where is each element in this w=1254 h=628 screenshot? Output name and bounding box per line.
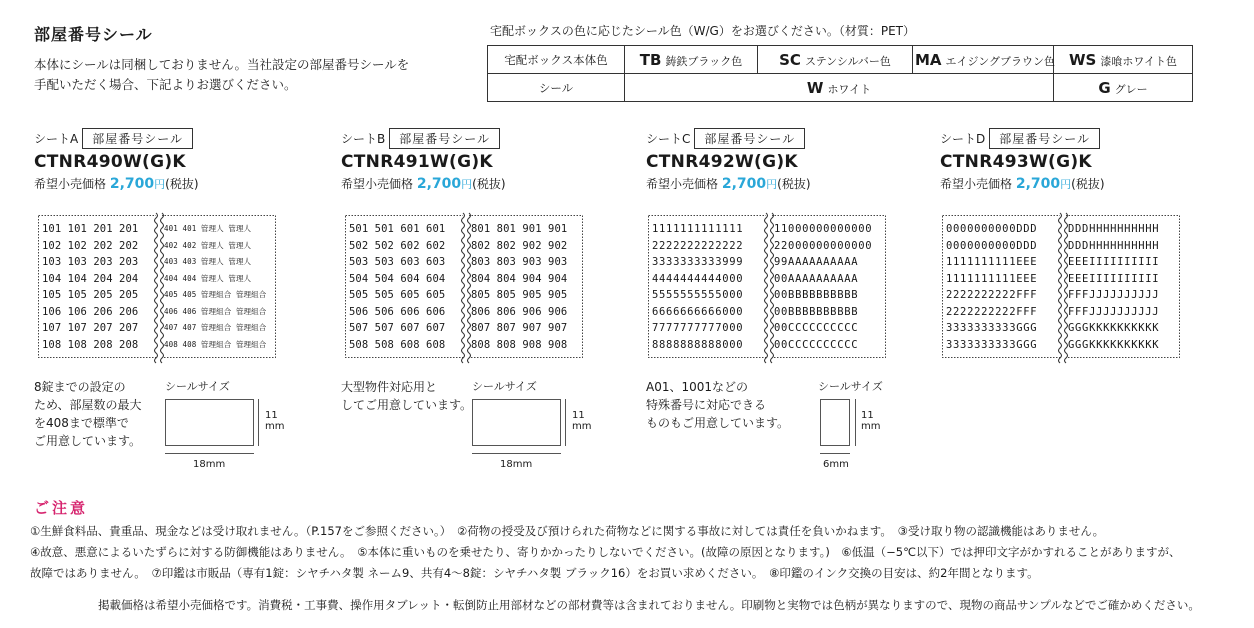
- seal-row: EEEIIIIIIIIII: [1068, 272, 1160, 285]
- seal-row: 805 805 905 905: [471, 289, 568, 301]
- seal-row: 806 806 906 906: [471, 305, 568, 318]
- seal-row: 406 406 管理組合 管理組合: [164, 306, 267, 316]
- seal-column-right: [774, 221, 872, 353]
- seal-row: 1111111111EEE: [946, 256, 1038, 268]
- seal-row: 105 105 205 205: [42, 289, 139, 301]
- color-table: [487, 45, 1193, 102]
- sheet-type: 部屋番号シール: [389, 128, 500, 149]
- seal-size-label-c: シールサイズ: [818, 380, 883, 393]
- seal-row: 802 802 902 902: [471, 239, 568, 252]
- seal-row: 505 505 605 605: [349, 289, 446, 301]
- sheet-a-description: 8錠までの設定の ため、部屋数の最大 を408まで標準で ご用意しています。: [34, 380, 142, 448]
- seal-row: 00BBBBBBBBBB: [774, 289, 859, 301]
- seal-row: 501 501 601 601: [349, 223, 446, 235]
- seal-row: 3333333333999: [652, 256, 744, 268]
- sheet-price: 希望小売価格 2,700円(税抜): [34, 176, 199, 192]
- seal-row: 107 107 207 207: [42, 322, 139, 334]
- seal-size-box-a: [165, 399, 254, 446]
- seal-height-a: 11 mm: [265, 410, 285, 432]
- seal-row: 801 801 901 901: [471, 223, 568, 235]
- color-table-caption: 宅配ボックスの色に応じたシール色（W/G）をお選びください。（材質：PET）: [490, 24, 915, 38]
- seal-color-w: W ホワイト: [625, 74, 1054, 102]
- seal-row: 402 402 管理人 管理人: [164, 240, 252, 250]
- color-table-seal-row: [488, 74, 1193, 102]
- intro-text: 本体にシールは同梱しておりません。当社設定の部屋番号シールを 手配いただく場合、下記よりお選びください。: [34, 57, 410, 92]
- notes-line: ①生鮮食料品、貴重品、現金などは受け取れません。（P.157をご参照ください。） ②荷物の授受及び預けられた荷物などに関する事故に対しては責任を負いかねます。 ③受け取り物の認識機能はありません。: [30, 524, 1105, 538]
- seal-column-right: [164, 221, 266, 353]
- sheet-type: 部屋番号シール: [694, 128, 805, 149]
- seal-row: 2222222222FFF: [946, 289, 1038, 301]
- sheet-model: CTNR491W(G)K: [341, 152, 493, 172]
- seal-row: 7777777777000: [652, 322, 744, 334]
- seal-row: GGGKKKKKKKKKK: [1068, 338, 1160, 351]
- seal-row: 3333333333GGG: [946, 322, 1038, 334]
- seal-column-right: [1068, 221, 1159, 353]
- notes-line: ④故意、悪意によるいたずらに対する防御機能はありません。 ⑤本体に重いものを乗せたり、寄りかかったりしないでください。(故障の原因となります。) ⑥低温（−5℃以下）では押印文字がかすれることがありますが、: [30, 545, 1181, 559]
- sheet-price: 希望小売価格 2,700円(税抜): [341, 176, 506, 192]
- seal-row: 3333333333GGG: [946, 338, 1038, 351]
- seal-row: 1111111111111: [652, 223, 744, 235]
- seal-width-b: 18mm: [500, 459, 533, 470]
- seal-row: 99AAAAAAAAAA: [774, 256, 859, 268]
- sheet-label: シートD: [940, 132, 986, 146]
- seal-row: 508 508 608 608: [349, 338, 446, 351]
- seal-size-label-b: シールサイズ: [472, 380, 537, 393]
- sheet-c: [646, 128, 811, 192]
- seal-row: FFFJJJJJJJJJJ: [1068, 305, 1160, 318]
- seal-row: 506 506 606 606: [349, 305, 446, 318]
- seal-row: 504 504 604 604: [349, 272, 446, 285]
- color-cell-ws: WS 漆喰ホワイト色: [1054, 46, 1193, 74]
- seal-row: 502 502 602 602: [349, 239, 446, 252]
- seal-row: 401 401 管理人 管理人: [164, 224, 252, 233]
- sheet-model: CTNR490W(G)K: [34, 152, 186, 172]
- seal-row: 1111111111EEE: [946, 272, 1038, 285]
- seal-column-left: [946, 221, 1037, 353]
- seal-color-g: G グレー: [1054, 74, 1193, 102]
- notes-list: [30, 521, 1240, 584]
- seal-row: 2222222222222: [652, 239, 744, 252]
- seal-grid-d: [942, 215, 1180, 358]
- sheet-price: 希望小売価格 2,700円(税抜): [646, 176, 811, 192]
- seal-row: 106 106 206 206: [42, 305, 139, 318]
- sheet-price: 希望小売価格 2,700円(税抜): [940, 176, 1105, 192]
- color-table-body-row: [488, 46, 1193, 74]
- seal-row: 408 408 管理組合 管理組合: [164, 339, 267, 349]
- seal-color-header: シール: [488, 74, 625, 102]
- seal-row: 5555555555000: [652, 289, 744, 301]
- seal-column-left: [349, 221, 445, 353]
- seal-row: 102 102 202 202: [42, 239, 139, 252]
- seal-row: 808 808 908 908: [471, 338, 568, 351]
- seal-row: 507 507 607 607: [349, 322, 446, 334]
- seal-column-left: [42, 221, 138, 353]
- seal-row: 00AAAAAAAAAA: [774, 272, 859, 285]
- sheet-d: [940, 128, 1105, 192]
- seal-row: 807 807 907 907: [471, 322, 568, 334]
- sheet-label: シートC: [646, 132, 691, 146]
- seal-row: 22000000000000: [774, 239, 873, 252]
- sheet-b-description: 大型物件対応用と してご用意しています。: [341, 380, 473, 412]
- seal-row: 403 403 管理人 管理人: [164, 257, 252, 266]
- seal-row: 104 104 204 204: [42, 272, 139, 285]
- body-color-header: 宅配ボックス本体色: [488, 46, 625, 74]
- sheet-label: シートB: [341, 132, 386, 146]
- sheet-model: CTNR492W(G)K: [646, 152, 798, 172]
- seal-row: 2222222222FFF: [946, 305, 1038, 318]
- seal-column-right: [471, 221, 567, 353]
- seal-row: DDDHHHHHHHHHH: [1068, 239, 1160, 252]
- seal-row: 4444444444000: [652, 272, 744, 285]
- seal-row: FFFJJJJJJJJJJ: [1068, 289, 1160, 301]
- sheet-a: [34, 128, 199, 192]
- seal-grid-c: [648, 215, 886, 358]
- seal-grid-a: [38, 215, 276, 358]
- seal-row: 503 503 603 603: [349, 256, 446, 268]
- notes-title: ご注意: [34, 499, 89, 517]
- seal-size-label-a: シールサイズ: [165, 380, 230, 393]
- seal-size-box-c: [820, 399, 850, 446]
- seal-row: 0000000000DDD: [946, 239, 1038, 252]
- sheet-type: 部屋番号シール: [82, 128, 193, 149]
- notes-line: 故障ではありません。 ⑦印鑑は市販品（専有1錠：シヤチハタ製 ネーム9、共有4〜8錠：シヤチハタ製 ブラック16）をお買い求めください。 ⑧印鑑のインク交換の目安は、約2年間となります。: [30, 566, 1039, 580]
- seal-height-c: 11 mm: [861, 410, 881, 432]
- seal-column-left: [652, 221, 743, 353]
- footer-note: 掲載価格は希望小売価格です。消費税・工事費、操作用タブレット・転倒防止用部材などの部材費等は含まれておりません。印刷物と実物では色柄が異なりますので、現物の商品サンプルなどでご確かめください。: [98, 598, 1200, 612]
- seal-row: 803 803 903 903: [471, 256, 568, 268]
- seal-width-a: 18mm: [193, 459, 226, 470]
- seal-row: 804 804 904 904: [471, 272, 568, 285]
- seal-height-b: 11 mm: [572, 410, 592, 432]
- seal-row: 0000000000DDD: [946, 223, 1038, 235]
- color-cell-sc: SC ステンシルバー色: [758, 46, 913, 74]
- seal-row: 103 103 203 203: [42, 256, 139, 268]
- sheet-model: CTNR493W(G)K: [940, 152, 1092, 172]
- seal-row: 00BBBBBBBBBB: [774, 305, 859, 318]
- sheet-label: シートA: [34, 132, 79, 146]
- seal-row: 11000000000000: [774, 223, 873, 235]
- seal-row: DDDHHHHHHHHHH: [1068, 223, 1160, 235]
- seal-row: 101 101 201 201: [42, 223, 139, 235]
- seal-row: 00CCCCCCCCCC: [774, 322, 859, 334]
- seal-row: 108 108 208 208: [42, 338, 139, 351]
- seal-row: EEEIIIIIIIIII: [1068, 256, 1160, 268]
- color-cell-tb: TB 鋳鉄ブラック色: [625, 46, 758, 74]
- seal-row: 8888888888000: [652, 338, 744, 351]
- seal-row: 6666666666000: [652, 305, 744, 318]
- seal-width-c: 6mm: [823, 459, 849, 470]
- seal-row: GGGKKKKKKKKKK: [1068, 322, 1160, 334]
- sheet-type: 部屋番号シール: [989, 128, 1100, 149]
- seal-row: 407 407 管理組合 管理組合: [164, 323, 267, 332]
- seal-row: 404 404 管理人 管理人: [164, 273, 252, 283]
- seal-row: 00CCCCCCCCCC: [774, 338, 859, 351]
- page-title: 部屋番号シール: [34, 25, 153, 44]
- sheet-b: [341, 128, 506, 192]
- sheet-c-description: A01、1001などの 特殊番号に対応できる ものもご用意しています。: [646, 380, 790, 430]
- seal-row: 405 405 管理組合 管理組合: [164, 290, 267, 299]
- color-cell-ma: MA エイジングブラウン色: [913, 46, 1054, 74]
- seal-grid-b: [345, 215, 583, 358]
- seal-size-box-b: [472, 399, 561, 446]
